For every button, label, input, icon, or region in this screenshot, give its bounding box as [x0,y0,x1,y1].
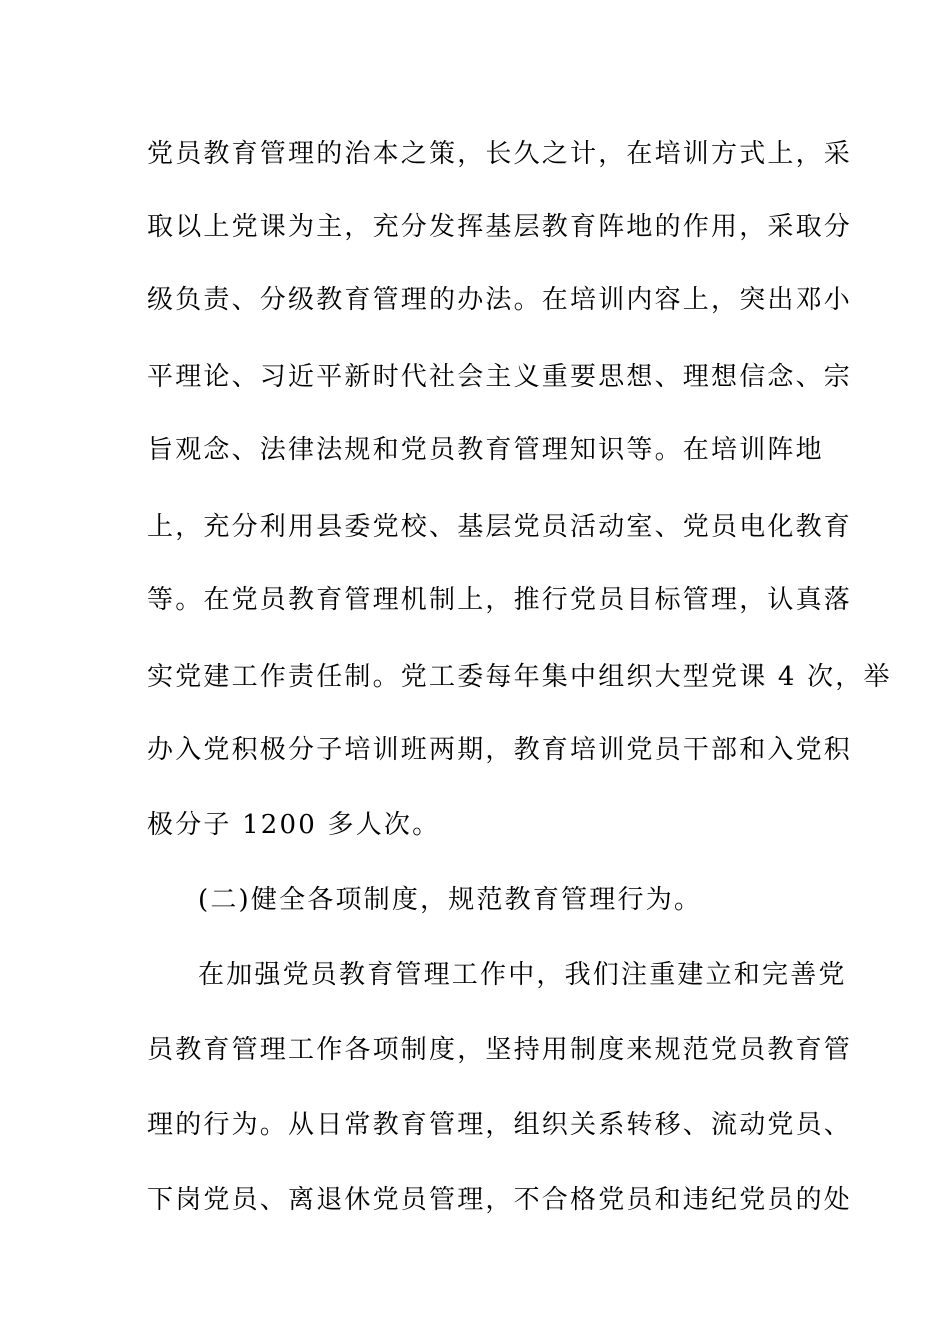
section-heading: (二)健全各项制度，规范教育管理行为。 [198,885,703,915]
paragraph-line: 员教育管理工作各项制度，坚持用制度来规范党员教育管 [147,1035,853,1065]
paragraph-line: 取以上党课为主，充分发挥基层教育阵地的作用，采取分 [147,212,853,242]
paragraph-line: 下岗党员、离退休党员管理，不合格党员和违纪党员的处 [147,1185,853,1215]
paragraph-line: 理的行为。从日常教育管理，组织关系转移、流动党员、 [147,1110,853,1140]
paragraph-line: 党员教育管理的治本之策，长久之计，在培训方式上，采 [147,139,853,169]
paragraph-line: 平理论、习近平新时代社会主义重要思想、理想信念、宗 [147,362,853,392]
paragraph-line: 旨观念、法律法规和党员教育管理知识等。在培训阵地 [147,435,824,465]
paragraph-line: 极分子 1200 多人次。 [147,810,441,840]
paragraph-line: 在加强党员教育管理工作中，我们注重建立和完善党 [198,960,847,990]
paragraph-line: 实党建工作责任制。党工委每年集中组织大型党课 4 次，举 [147,662,892,692]
paragraph-line: 上，充分利用县委党校、基层党员活动室、党员电化教育 [147,512,853,542]
paragraph-line: 办入党积极分子培训班两期，教育培训党员干部和入党积 [147,735,853,765]
paragraph-line: 级负责、分级教育管理的办法。在培训内容上，突出邓小 [147,285,853,315]
paragraph-line: 等。在党员教育管理机制上，推行党员目标管理，认真落 [147,585,853,615]
